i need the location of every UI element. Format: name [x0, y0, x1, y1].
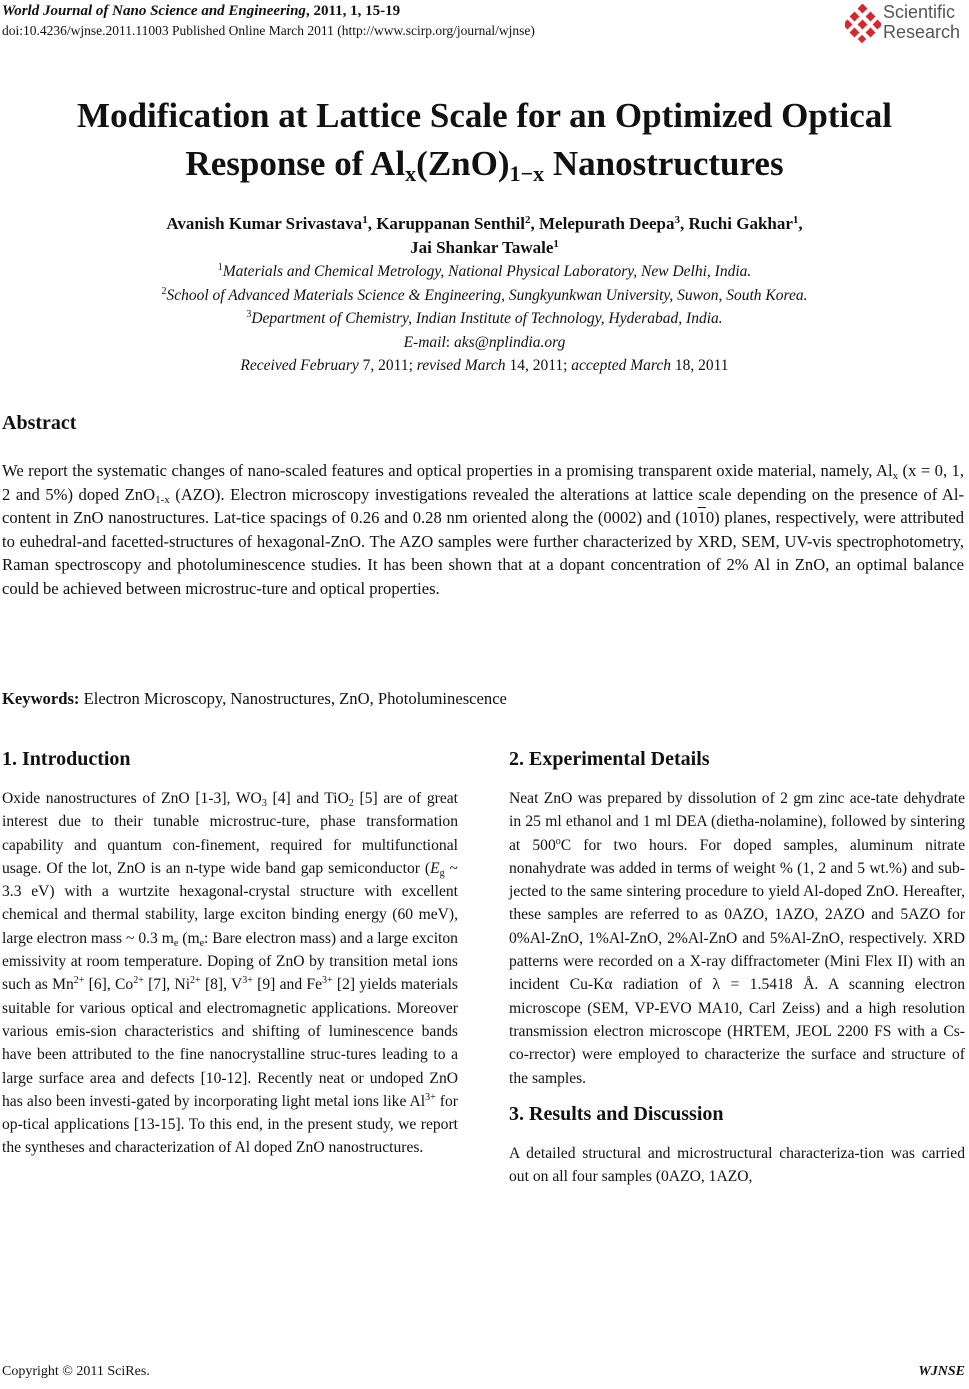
affil-mark: 1: [217, 262, 223, 273]
text-run: Oxide nanostructures of ZnO [1-3], WO: [2, 790, 262, 807]
symbol: E: [430, 859, 440, 877]
abstract-part: (x = 0, 1, 2 and 5%) doped ZnO: [2, 461, 964, 504]
author-affil-mark: 3: [674, 214, 681, 226]
text-run: [8], V: [200, 976, 243, 994]
journal-header: [0, 0, 969, 60]
superscript: 3+: [242, 975, 253, 987]
keywords-label: Keywords:: [2, 689, 80, 708]
title-part: Response of Al: [185, 144, 406, 183]
affil-text: Department of Chemistry, Indian Institute of Technology, Hyderabad, India.: [251, 310, 723, 327]
abstract-subscript: x: [892, 470, 899, 482]
email-separator: :: [445, 333, 454, 351]
copyright-notice: Copyright © 2011 SciRes.: [2, 1364, 150, 1379]
experimental-paragraph: [509, 787, 965, 1090]
superscript: 3+: [425, 1091, 436, 1103]
keywords-list: Electron Microscopy, Nanostructures, ZnO, Photoluminescence: [79, 689, 507, 708]
author-name: , Melepurath Deepa: [530, 214, 675, 233]
title-line-1: Modification at Lattice Scale for an Optimized Optical: [77, 96, 892, 135]
author-name: , Ruchi Gakhar: [680, 214, 793, 233]
intro-heading: 1. Introduction: [2, 748, 131, 770]
author-line-2: [0, 236, 969, 260]
author-name: , Karuppanan Senthil: [367, 214, 525, 233]
page-footer: [0, 1362, 969, 1386]
accepted-date: 18, 2011: [671, 357, 729, 374]
text-run: [2] yields materials suitable for various optical and electromagnetic applications. Moreover various emis-sion characteristics and shifting of luminescence bands have been attributed to the fine nanocrystalline struc-tures leading to a large surface area and defects [10-12]. Recently neat or undoped ZnO has also been investi-gated by incorporating light metal ions like Al: [2, 976, 459, 1110]
journal-citation: [2, 2, 400, 20]
affiliation-1: [0, 260, 969, 284]
text-run: (m: [178, 929, 200, 947]
received-date: 7, 2011;: [358, 357, 417, 374]
subscript: e: [199, 937, 205, 949]
subscript: 3: [261, 798, 267, 809]
abstract-subscript: 1-x: [155, 493, 170, 506]
title-part: (ZnO): [416, 144, 510, 183]
left-column: [2, 745, 458, 1160]
superscript: o: [555, 835, 561, 847]
journal-name: World Journal of Nano Science and Engineering: [2, 3, 306, 19]
abstract-part: 0) planes, respectively, were attributed to euhedral-and facetted-structures of hexagonal-ZnO. The AZO samples were further characterized by XRD, SEM, UV-vis spectrophotometry, Raman spectroscopy and photoluminescence studies. It has been shown that at a dopant concentration of 2% Al in ZnO, an optimal balance could be achieved between microstruc-ture and optical properties.: [2, 508, 964, 598]
abstract-heading: Abstract: [2, 412, 77, 434]
author-list: [0, 212, 969, 260]
superscript: 3+: [322, 975, 333, 987]
results-heading: 3. Results and Discussion: [509, 1102, 724, 1125]
text-run: [9] and Fe: [252, 976, 322, 994]
journal-volume-pages: , 2011, 1, 15-19: [305, 3, 401, 19]
journal-abbreviation: WJNSE: [918, 1364, 965, 1379]
logo-text-bottom: Research: [883, 22, 961, 42]
email-line: [0, 331, 969, 355]
abstract-text: [2, 459, 964, 600]
publisher-logo: [845, 2, 965, 46]
accepted-label: accepted March: [571, 357, 671, 374]
paper-title: [0, 92, 969, 188]
keywords-line: [2, 687, 507, 710]
revised-date: 14, 2011;: [505, 357, 572, 374]
superscript: 2+: [190, 975, 201, 987]
affil-mark: 3: [246, 309, 252, 320]
text-run: Neat ZnO was prepared by dissolution of 2 gm zinc ace-tate dehydrate in 25 ml ethanol and 1 ml DEA (dietha-nolamine), followed by sintering at 500: [509, 790, 965, 854]
revised-label: revised March: [416, 357, 506, 374]
text-run: [6], Co: [84, 976, 134, 994]
experimental-heading: 2. Experimental Details: [509, 748, 710, 770]
doi-line: doi:10.4236/wjnse.2011.11003 Published Online March 2011 (http://www.scirp.org/journal/wjnse): [2, 23, 535, 38]
intro-paragraph: [2, 787, 458, 1160]
text-run: : Bare electron mass) and a large exciton emissivity at room temperature. Doping of ZnO by transition metal ions such as Mn: [2, 929, 458, 994]
author-affil-mark: 2: [525, 214, 531, 226]
subscript: g: [439, 867, 445, 879]
affiliations: [0, 260, 969, 378]
abstract-part: (AZO). Electron microscopy investigations revealed the alterations at lattice scale depending on the presence of Al-content in ZnO nanostructures. Lat-tice spacings of 0.26 and 0.28 nm oriented along the (0002) and (10: [2, 484, 964, 527]
publisher-logo-mark: [845, 4, 881, 44]
results-paragraph: A detailed structural and microstructural characteriza-tion was carried out on all four samples (0AZO, 1AZO,: [509, 1144, 965, 1186]
affiliation-3: [0, 307, 969, 331]
received-label: Received February: [240, 357, 359, 374]
miller-index-bar: 1: [697, 508, 706, 527]
logo-text-top: Scientific: [883, 2, 956, 22]
author-name: Avanish Kumar Srivastava: [166, 214, 363, 233]
title-line-2: [0, 140, 969, 188]
text-run: [4] and TiO: [266, 790, 349, 807]
title-subscript: 1−x: [509, 161, 545, 186]
author-affil-mark: 1: [362, 214, 368, 226]
affiliation-2: [0, 284, 969, 308]
text-run: for op-tical applications [13-15]. To this end, in the present study, we report the syntheses and characterization of Al doped ZnO nanostructures.: [2, 1092, 458, 1157]
email-address[interactable]: aks@nplindia.org: [453, 333, 566, 351]
affil-text: Materials and Chemical Metrology, National Physical Laboratory, New Delhi, India.: [222, 263, 752, 280]
author-affil-mark: 1: [792, 214, 799, 226]
superscript: 2+: [133, 975, 144, 987]
text-run: C for two hours. For doped samples, aluminum nitrate nonahydrate was added in terms of weight % (1, 2 and 5 wt.%) and sub-jected to the same sintering procedure to yield Al-doped ZnO. Hereafter, these samples are referred to as 0AZO, 1AZO, 2AZO and 5AZO for 0%Al-ZnO, 1%Al-ZnO, 2%Al-ZnO and 5%Al-ZnO, respectively. XRD patterns were recorded on a X-ray diffractometer (Mini Flex II) with an incident Cu-Kα radiation of λ = 1.5418 Å. A scanning electron microscope (SEM, VP-EVO MA10, Carl Zeiss) and a high resolution transmission electron microscope (HRTEM, JEOL 2200 FS with a Cs-co-rrector) were employed to characterize the surface and structure of the samples.: [509, 836, 966, 1087]
superscript: 2+: [73, 975, 85, 987]
author-line-1: [0, 212, 969, 236]
subscript: 2: [348, 798, 354, 809]
text-run: ~ 3.3 eV) with a wurtzite hexagonal-crystal structure with excellent chemical and thermal stability, large exciton binding energy (60 meV), large electron mass ~ 0.3 m: [2, 859, 458, 947]
affil-text: School of Advanced Materials Science & Engineering, Sungkyunkwan University, Suwon, South Korea.: [166, 286, 808, 304]
title-part: Nanostructures: [544, 144, 784, 183]
publisher-logo-text: [883, 2, 960, 42]
email-label: E-mail: [403, 333, 446, 351]
text-run: [7], Ni: [143, 976, 191, 994]
abstract-part: We report the systematic changes of nano-scaled features and optical properties in a promising transparent oxide material, namely, Al: [2, 461, 893, 480]
right-column: [509, 745, 965, 1188]
author-affil-mark: 1: [553, 238, 559, 250]
author-separator: ,: [798, 214, 803, 233]
subscript: e: [173, 937, 179, 949]
author-name: Jai Shankar Tawale: [410, 238, 554, 257]
affil-mark: 2: [161, 285, 167, 297]
title-subscript: x: [405, 161, 417, 186]
dates-line: [0, 354, 969, 378]
text-run: [5] are of great interest due to their tunable microstruc-ture, phase transformation capability and quantum con-finement, required for multifunctional usage. Of the lot, ZnO is an n-type wide band gap semiconductor (: [2, 790, 458, 877]
